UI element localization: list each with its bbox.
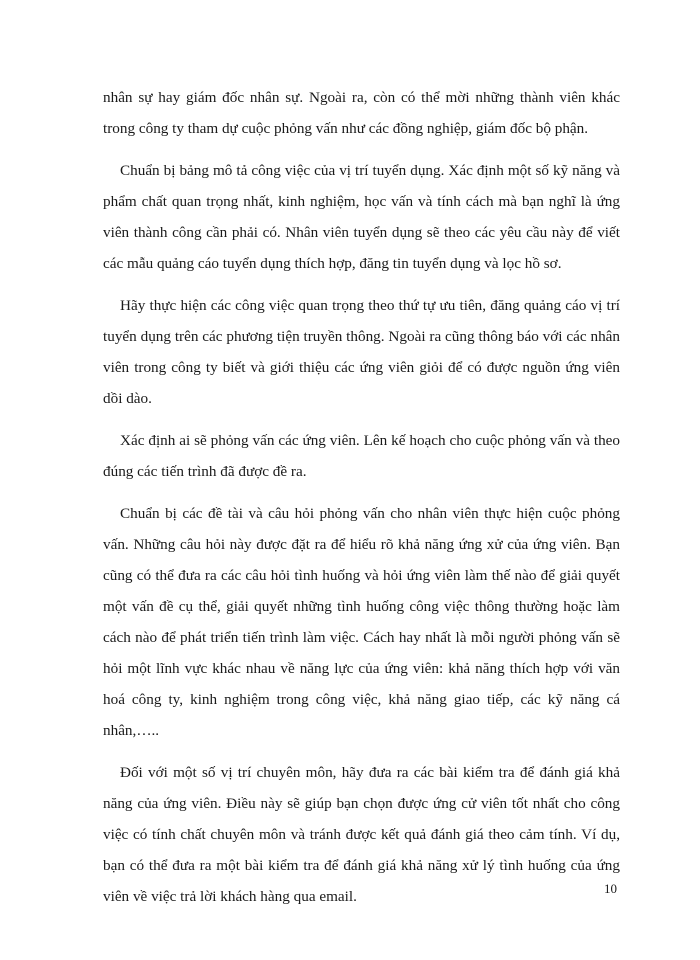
paragraph-6: Đối với một số vị trí chuyên môn, hãy đưa ra các bài kiểm tra để đánh giá khả năng của ứng viên. Điều này sẽ giúp bạn chọn được ứng cử viên tốt nhất cho công việc có tính chất chuyên môn và tránh được kết quả đánh giá theo cảm tính. Ví dụ, bạn có thể đưa ra một bài kiểm tra để đánh giá khả năng xử lý tình huống của ứng viên về việc trả lời khách hàng qua email. xyxy=(103,764,620,905)
document-body xyxy=(103,82,620,923)
paragraph-2: Chuẩn bị bảng mô tả công việc của vị trí tuyển dụng. Xác định một số kỹ năng và phẩm chất quan trọng nhất, kinh nghiệm, học vấn và tính cách mà bạn nghĩ là ứng viên thành công cần phải có. Nhân viên tuyển dụng sẽ theo các yêu cầu này để viết các mẫu quảng cáo tuyển dụng thích hợp, đăng tin tuyển dụng và lọc hồ sơ. xyxy=(103,162,620,272)
paragraph-3: Hãy thực hiện các công việc quan trọng theo thứ tự ưu tiên, đăng quảng cáo vị trí tuyển dụng trên các phương tiện truyền thông. Ngoài ra cũng thông báo với các nhân viên trong công ty biết và giới thiệu các ứng viên giỏi để có được nguồn ứng viên dồi dào. xyxy=(103,297,620,407)
page-number: 10 xyxy=(604,881,617,896)
paragraph-4: Xác định ai sẽ phỏng vấn các ứng viên. Lên kế hoạch cho cuộc phỏng vấn và theo đúng các tiến trình đã được đề ra. xyxy=(103,432,620,480)
paragraph-1: nhân sự hay giám đốc nhân sự. Ngoài ra, còn có thể mời những thành viên khác trong công ty tham dự cuộc phỏng vấn như các đồng nghiệp, giám đốc bộ phận. xyxy=(103,89,620,137)
paragraph-5: Chuẩn bị các đề tài và câu hỏi phỏng vấn cho nhân viên thực hiện cuộc phỏng vấn. Những câu hỏi này được đặt ra để hiểu rõ khả năng ứng xử của ứng viên. Bạn cũng có thể đưa ra các câu hỏi tình huống và hỏi ứng viên làm thế nào để giải quyết một vấn đề cụ thể, giải quyết những tình huống công việc thông thường hoặc làm cách nào để phát triển tiến trình làm việc. Cách hay nhất là mỗi người phỏng vấn sẽ hỏi một lĩnh vực khác nhau về năng lực của ứng viên: khả năng thích hợp với văn hoá công ty, kinh nghiệm trong công việc, khả năng giao tiếp, các kỹ năng cá nhân,….. xyxy=(103,505,620,739)
